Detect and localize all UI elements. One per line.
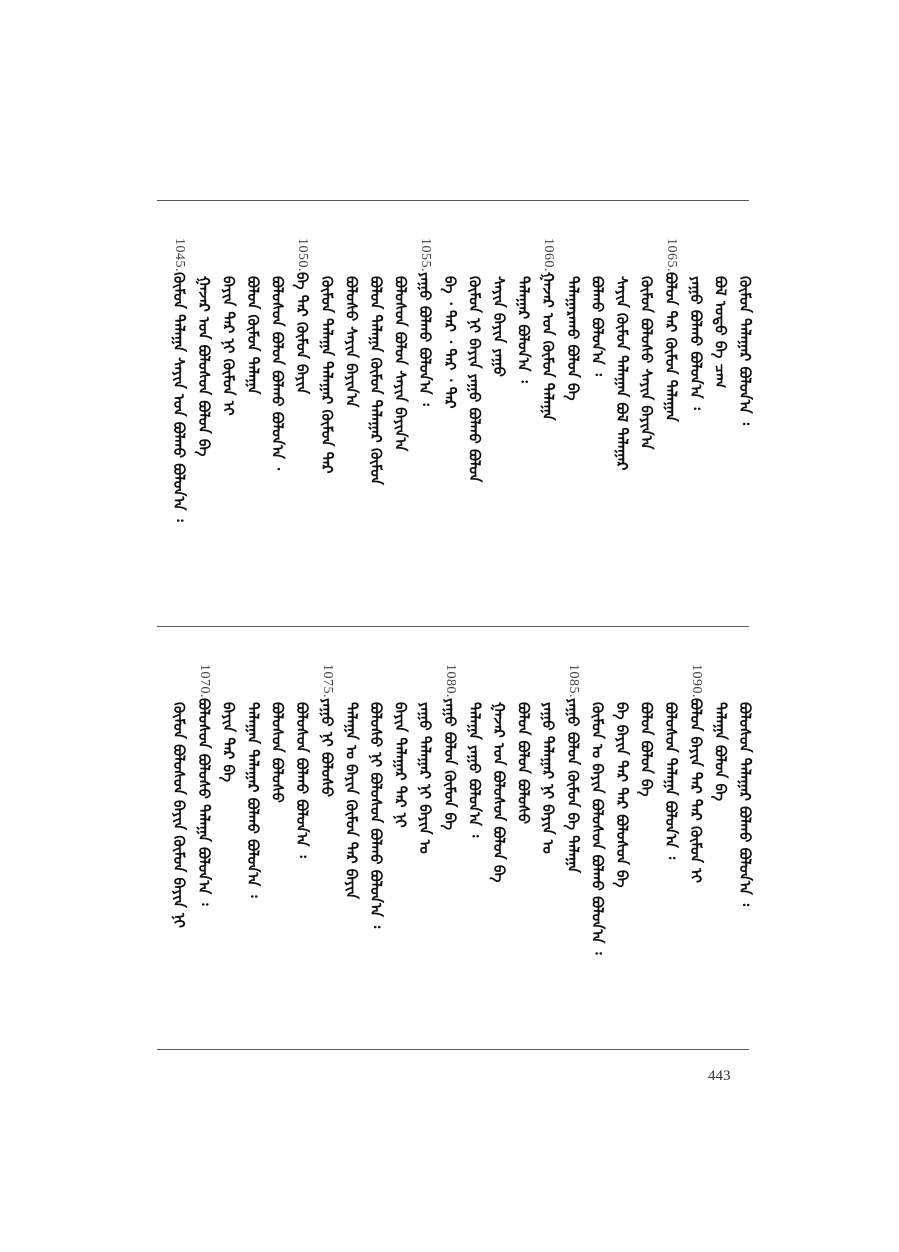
verse-line: ᠬᠦᠮᠦᠨ ᠤ ᠪᠠᠶᠢᠨ ᠪᠣᠯᠣᠰᠤᠨ ᠪᠣᠯᠬᠤ ᠪᠣᠯᠤᠨ᠎ᠠ ᠄ bbox=[588, 702, 607, 955]
verse-column bbox=[490, 702, 512, 882]
verse-column bbox=[539, 702, 561, 854]
verse-line: ᠪᠣᠯᠣᠰᠤ ᠨᠢ ᠪᠣᠯᠣᠰᠤᠨ ᠪᠣᠯᠬᠤ ᠪᠣᠯᠤᠨ᠎ᠠ ᠄ bbox=[367, 702, 385, 929]
verse-line: ᠶᠠᠭᠤ ᠪᠣᠯᠬᠤ ᠪᠣᠯᠤᠨ᠎ᠠ ᠄ bbox=[686, 276, 705, 410]
verse-line: ᠪᠣᠯᠤᠨ ᠪᠣᠯᠤᠨ ᠪᠣᠯᠣᠰᠤ bbox=[514, 702, 533, 825]
verse-line: ᠲᠠᠯᠠᠭᠠᠷᠠᠬᠤ ᠪᠣᠯᠤᠨ ᠪᠠ bbox=[563, 276, 582, 401]
verse-column bbox=[588, 276, 610, 376]
verse-column bbox=[416, 238, 438, 406]
verse-line: ᠪᠣᠯᠣᠰᠤᠨ ᠲᠠᠯᠠᠭᠠᠷ ᠪᠣᠯᠬᠤ ᠪᠣᠯᠤᠨ᠎ᠠ ᠄ bbox=[736, 702, 754, 907]
verse-line: ᠲᠠᠯᠠᠭᠠ ᠶᠠᠭᠤ ᠪᠣᠯᠤᠨ᠎ᠠ ᠄ bbox=[465, 702, 484, 838]
verse-column bbox=[613, 276, 635, 470]
verse-line: ᠲᠠᠯᠠᠭᠠ ᠤ ᠪᠠᠶᠢᠨ ᠬᠦᠮᠦᠨ ᠲᠠᠷ ᠪᠠᠶᠢᠨ bbox=[342, 702, 361, 899]
verse-column bbox=[687, 276, 709, 410]
rule-middle bbox=[157, 626, 749, 627]
verse-column bbox=[662, 238, 684, 422]
verse-line: ᠶᠠᠭᠤ ᠪᠣᠯᠤᠨ ᠬᠦᠮᠦᠨ ᠪᠠ bbox=[440, 698, 459, 831]
verse-line: ᠭᠠᠵᠠᠷ ᠤᠨ ᠪᠣᠯᠣᠰᠤᠨ ᠪᠣᠯᠤᠨ ᠪᠠ bbox=[490, 702, 508, 883]
verse-line: ᠬᠦᠮᠦᠨ ᠲᠠᠯᠠᠭᠠᠷ ᠪᠣᠯᠤᠨ᠎ᠠ ᠄ bbox=[736, 276, 754, 426]
verse-column bbox=[539, 238, 561, 421]
verse-column bbox=[293, 702, 315, 858]
verse-column bbox=[441, 276, 463, 409]
verse-column bbox=[736, 702, 758, 906]
verse-column bbox=[219, 276, 241, 416]
verse-line: ᠪᠣᠯᠣᠰᠤᠨ ᠪᠣᠯᠣᠰᠤ ᠲᠠᠯᠠᠭᠠ ᠪᠣᠯᠤᠨ᠎ᠠ ᠄ bbox=[194, 698, 213, 906]
verse-line: ᠬᠦᠮᠦᠨ ᠪᠣᠯᠣᠰᠤ ᠰᠠᠶᠢᠨ ᠪᠠᠶᠢᠨ᠎ᠠ bbox=[637, 276, 656, 450]
verse-line: ᠪᠣᠯᠤᠨ ᠬᠦᠮᠦᠨ ᠲᠠᠯᠠᠭᠠ bbox=[244, 276, 262, 395]
verse-column bbox=[392, 276, 414, 451]
verse-column bbox=[269, 702, 291, 803]
rule-bottom bbox=[157, 1049, 749, 1050]
verse-line: ᠲᠠᠯᠠᠭᠠᠨ ᠲᠠᠯᠠᠭᠠᠷ ᠪᠣᠯᠬᠤ ᠪᠣᠯᠤᠨ᠎ᠠ ᠄ bbox=[244, 702, 262, 898]
verse-column bbox=[515, 702, 537, 824]
line-number: 1050. bbox=[295, 238, 311, 272]
line-number: 1060. bbox=[541, 238, 557, 272]
verse-line: ᠬᠦᠮᠦᠨ ᠨᠢ ᠪᠠᠶᠢᠨ ᠶᠠᠭᠤ ᠪᠣᠯᠬᠤ ᠪᠣᠯᠤᠨ bbox=[465, 276, 484, 483]
verse-line: ᠪᠣᠯᠤᠨ ᠲᠠᠷ ᠬᠦᠮᠦᠨ ᠲᠠᠯᠠᠭᠠᠨ bbox=[662, 272, 681, 422]
verse-line: ᠰᠠᠶᠢᠨ ᠪᠠᠶᠢᠨ ᠶᠠᠭᠤ bbox=[490, 276, 508, 377]
verse-panel-top bbox=[0, 238, 899, 618]
verse-line: ᠪᠣᠯᠣᠰᠤᠨ ᠪᠣᠯᠬᠤ ᠪᠣᠯᠤᠨ᠎ᠠ ᠄ bbox=[293, 702, 312, 858]
verse-line: ᠰᠠᠶᠢᠨ ᠬᠦᠮᠦᠨ ᠲᠠᠯᠠᠭᠠᠨ ᠪᠣᠯ ᠲᠠᠯᠠᠭᠠᠷ bbox=[613, 276, 631, 471]
verse-line: ᠪᠣᠯ ᠣᠳᠣ ᠪᠠ ᠴᠠᠭ bbox=[711, 276, 730, 389]
verse-column bbox=[564, 276, 586, 401]
verse-column bbox=[736, 276, 758, 425]
verse-line: ᠪᠣᠯᠬᠤ ᠪᠣᠯᠤᠨ᠎ᠠ ᠄ bbox=[588, 276, 607, 376]
verse-column bbox=[170, 238, 192, 522]
verse-column bbox=[195, 276, 217, 456]
verse-line: ᠬᠦᠮᠦᠨ ᠲᠠᠯᠠᠭᠠ ᠲᠠᠯᠠᠭᠠᠷ ᠬᠦᠮᠦᠨ ᠲᠠᠷ bbox=[317, 276, 336, 474]
line-number: 1080. bbox=[442, 664, 458, 698]
verse-column bbox=[416, 702, 438, 854]
verse-line: ᠪᠣᠯᠤᠨ ᠪᠣᠯᠤᠨ ᠪᠠ bbox=[637, 702, 656, 797]
line-number: 1045. bbox=[172, 238, 188, 272]
verse-line: ᠪᠠ ᠂ ᠲᠠᠷ ᠂ ᠲᠠᠷ ᠂ ᠲᠠᠷ bbox=[440, 276, 459, 409]
verse-line: ᠪᠠ ᠲᠠᠷ ᠬᠦᠮᠦᠨ ᠪᠠᠶᠢᠨ bbox=[293, 272, 312, 395]
verse-line: ᠶᠠᠭᠤ ᠲᠠᠯᠠᠭᠠᠷ ᠨᠢ ᠪᠠᠶᠢᠨ ᠤ bbox=[539, 702, 558, 854]
verse-line: ᠪᠣᠯᠤᠨ ᠪᠠᠶᠢᠨ ᠲᠠᠷ ᠲᠠᠷ ᠬᠦᠮᠦᠨ ᠢ bbox=[686, 698, 705, 884]
page-number: 443 bbox=[708, 1068, 731, 1084]
verse-column bbox=[318, 664, 340, 797]
verse-column bbox=[195, 664, 217, 906]
verse-column bbox=[711, 702, 733, 801]
verse-column bbox=[342, 702, 364, 899]
verse-column bbox=[662, 702, 684, 859]
verse-column bbox=[638, 276, 660, 450]
verse-line: ᠭᠠᠵᠠᠷ ᠤᠨ ᠪᠣᠯᠣᠰᠤᠨ ᠪᠣᠯᠤᠨ ᠪᠠ bbox=[194, 276, 213, 457]
verse-column bbox=[490, 276, 512, 377]
verse-column bbox=[638, 702, 660, 797]
line-number: 1070. bbox=[196, 664, 212, 698]
verse-column bbox=[318, 276, 340, 474]
verse-line: ᠪᠣᠯᠣᠰᠤᠨ ᠪᠣᠯᠤᠨ ᠰᠠᠶᠢᠨ ᠪᠠᠶᠢᠨ᠎ᠠ bbox=[391, 276, 410, 452]
verse-column bbox=[170, 702, 192, 928]
verse-line: ᠪᠣᠯᠣᠰᠤᠨ ᠪᠣᠯᠤᠨ ᠪᠣᠯᠬᠤ ᠪᠣᠯᠤᠨ᠎ᠠ ᠂ bbox=[268, 276, 287, 471]
verse-line: ᠬᠦᠮᠦᠨ ᠲᠠᠯᠠᠭᠠ ᠰᠠᠶᠢᠨ ᠤᠨ ᠪᠣᠯᠬᠤ ᠪᠣᠯᠤᠨ᠎ᠠ ᠄ bbox=[170, 272, 189, 522]
verse-line: ᠭᠠᠵᠠᠷ ᠤᠨ ᠬᠦᠮᠦᠨ ᠲᠠᠯᠠᠭᠠ bbox=[539, 272, 558, 421]
verse-line: ᠶᠠᠭᠤ ᠲᠠᠯᠠᠭᠠᠷ ᠨᠢ ᠪᠠᠶᠢᠨ ᠤ bbox=[416, 702, 435, 854]
verse-line: ᠲᠠᠯᠠᠭᠠ ᠪᠣᠯᠤᠨ ᠪᠠ bbox=[711, 702, 730, 802]
verse-column bbox=[613, 702, 635, 888]
verse-line: ᠪᠠᠶᠢᠨ ᠲᠠᠯᠠᠭᠠᠷ ᠲᠠᠷ ᠨᠢ bbox=[391, 702, 410, 828]
verse-line: ᠶᠠᠭᠤ ᠪᠣᠯᠬᠤ ᠪᠣᠯᠤᠨ᠎ᠠ ᠄ bbox=[416, 272, 435, 406]
verse-column bbox=[515, 276, 537, 383]
verse-column bbox=[367, 276, 389, 485]
verse-line: ᠪᠣᠯᠣᠰᠤ ᠰᠠᠶᠢᠨ ᠪᠠᠶᠢᠨ᠎ᠠ bbox=[342, 276, 361, 408]
verse-column bbox=[687, 664, 709, 883]
verse-column bbox=[564, 664, 586, 873]
line-number: 1055. bbox=[418, 238, 434, 272]
verse-line: ᠲᠠᠯᠠᠭᠠᠷ ᠪᠣᠯᠤᠨ᠎ᠠ ᠄ bbox=[514, 276, 533, 383]
verse-line: ᠪᠠ ᠪᠠᠶᠢᠨ ᠲᠠᠷ ᠲᠠᠷ ᠪᠣᠯᠣᠰᠤᠨ ᠪᠠ bbox=[613, 702, 631, 888]
line-number: 1065. bbox=[664, 238, 680, 272]
verse-line: ᠶᠠᠭᠤ ᠪᠣᠯᠤᠨ ᠬᠦᠮᠦᠨ ᠪᠠ ᠲᠠᠯᠠᠭᠠ bbox=[563, 698, 582, 874]
verse-line: ᠪᠠᠶᠢᠨ ᠲᠠᠷ ᠪᠠ bbox=[219, 702, 238, 782]
verse-column bbox=[441, 664, 463, 830]
verse-column bbox=[244, 702, 266, 898]
verse-line: ᠬᠦᠮᠦᠨ ᠪᠣᠯᠣᠰᠤᠨ ᠪᠠᠶᠢᠨ ᠬᠦᠮᠦᠨ ᠪᠠᠶᠢᠨ ᠨᠢ bbox=[170, 702, 189, 928]
verse-column bbox=[244, 276, 266, 394]
line-number: 1085. bbox=[565, 664, 581, 698]
verse-column bbox=[293, 238, 315, 394]
verse-panel-bottom bbox=[0, 664, 899, 1044]
verse-line: ᠪᠣᠯᠣᠰᠤᠨ ᠪᠣᠯᠣᠰᠤ bbox=[268, 702, 287, 803]
verse-line: ᠪᠣᠯᠤᠨ ᠲᠠᠯᠠᠭᠠ ᠬᠦᠮᠦᠨ ᠲᠠᠯᠠᠭᠠᠷ ᠬᠦᠮᠦᠨ bbox=[367, 276, 385, 485]
line-number: 1090. bbox=[688, 664, 704, 698]
verse-line: ᠪᠣᠯᠣᠰᠤᠨ ᠲᠠᠯᠠᠭᠠ ᠪᠣᠯᠤᠨ᠎ᠠ ᠄ bbox=[662, 702, 681, 860]
verse-column bbox=[367, 702, 389, 928]
verse-column bbox=[465, 276, 487, 482]
verse-column bbox=[588, 702, 610, 955]
verse-column bbox=[269, 276, 291, 470]
verse-column bbox=[465, 702, 487, 837]
verse-line: ᠪᠠᠶᠢᠨ ᠲᠠᠷ ᠨᠢ ᠬᠦᠮᠦᠨ ᠢ bbox=[219, 276, 238, 416]
verse-column bbox=[342, 276, 364, 407]
verse-column bbox=[711, 276, 733, 388]
line-number: 1075. bbox=[319, 664, 335, 698]
verse-line: ᠶᠠᠭᠤ ᠨᠢ ᠪᠣᠯᠣᠰᠤ bbox=[317, 698, 336, 798]
rule-top bbox=[157, 200, 749, 201]
verse-column bbox=[392, 702, 414, 828]
verse-column bbox=[219, 702, 241, 782]
